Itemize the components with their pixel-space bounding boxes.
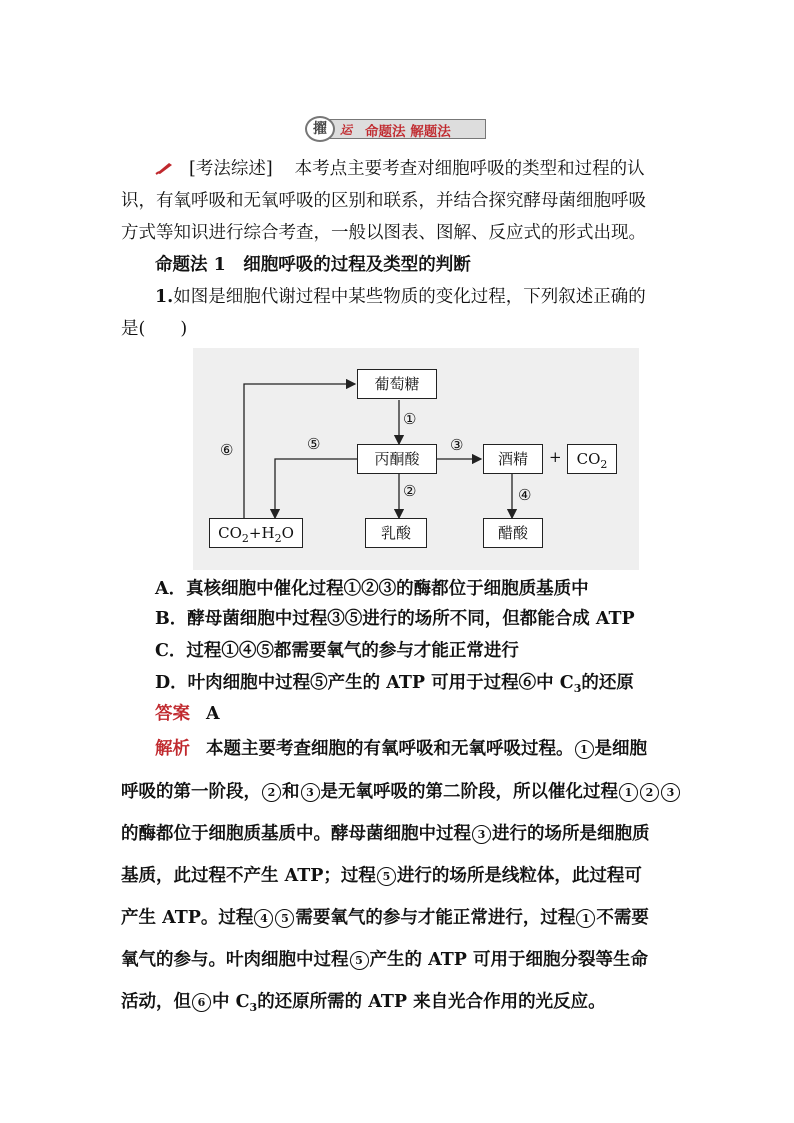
option-d-sub: 3 <box>573 682 582 695</box>
banner-seal-icon: 擢 <box>305 116 335 142</box>
analysis-text-11: 需要氧气的参与才能正常进行，过程 <box>295 908 576 928</box>
option-d-text-a: D．叶肉细胞中过程⑤产生的 ATP 可用于过程⑥中 C <box>155 673 574 693</box>
analysis-text-9: 进行的场所是线粒体，此过程可 <box>396 866 642 886</box>
answer-line <box>155 699 220 731</box>
analysis-text-3: 呼吸的第一阶段， <box>121 782 261 802</box>
answer-value: A <box>206 704 220 724</box>
pen-icon <box>155 161 175 175</box>
question-line-1 <box>155 282 646 314</box>
analysis-text-15: 活动，但 <box>121 992 191 1012</box>
circled-3: 3 <box>472 825 491 844</box>
analysis-text-17: 的还原所需的 ATP 来自光合作用的光反应。 <box>257 992 606 1012</box>
method-title: 命题法 1 细胞呼吸的过程及类型的判断 <box>155 255 471 275</box>
glucose-box: 葡萄糖 <box>357 369 437 399</box>
analysis-line-5 <box>121 903 649 935</box>
overview-label: [考法综述] <box>189 159 273 179</box>
analysis-text-10: 产生 ATP。过程 <box>121 908 254 928</box>
overview-text-1: 本考点主要考查对细胞呼吸的类型和过程的认 <box>294 159 645 179</box>
analysis-label: 解析 <box>155 739 190 759</box>
analysis-line-7 <box>121 987 606 1024</box>
co2-h2o-box <box>209 518 303 548</box>
co2-sub: 2 <box>600 458 608 471</box>
analysis-line-2 <box>121 777 681 809</box>
co2h2o-sub-1: 2 <box>241 532 249 545</box>
analysis-text-6: 的酶都位于细胞质基质中。酵母菌细胞中过程 <box>121 824 471 844</box>
question-line-2: 是( ) <box>121 319 188 339</box>
circled-5: 5 <box>350 951 369 970</box>
step-1-label: ① <box>403 410 417 428</box>
co2h2o-part-b: +H <box>248 524 275 542</box>
circled-1: 1 <box>575 740 594 759</box>
co2h2o-sub-2: 2 <box>274 532 282 545</box>
analysis-sub-3: 3 <box>249 1001 258 1014</box>
co2h2o-part-c: O <box>281 524 294 542</box>
analysis-text-7: 进行的场所是细胞质 <box>492 824 650 844</box>
section-banner <box>305 116 486 142</box>
analysis-text-8: 基质，此过程不产生 ATP；过程 <box>121 866 376 886</box>
co2-text: CO <box>576 450 601 468</box>
step-2-label: ② <box>403 482 417 500</box>
acetic-acid-box: 醋酸 <box>483 518 543 548</box>
option-a: A．真核细胞中催化过程①②③的酶都位于细胞质基质中 <box>155 579 589 599</box>
analysis-text-13: 氧气的参与。叶肉细胞中过程 <box>121 950 349 970</box>
step-5-label: ⑤ <box>307 435 321 453</box>
circled-6: 6 <box>192 993 211 1012</box>
analysis-text-16: 中 C <box>212 992 250 1012</box>
co2-box <box>567 444 617 474</box>
circled-4: 4 <box>254 909 273 928</box>
answer-label: 答案 <box>155 704 190 724</box>
overview-line-2: 识，有氧呼吸和无氧呼吸的区别和联系，并结合探究酵母菌细胞呼吸 <box>121 191 646 211</box>
metabolism-diagram <box>193 348 639 570</box>
analysis-line-1 <box>155 734 647 766</box>
analysis-line-3 <box>121 819 650 851</box>
circled-3: 3 <box>661 783 680 802</box>
analysis-text-5: 是无氧呼吸的第二阶段，所以催化过程 <box>320 782 618 802</box>
analysis-text-2: 是细胞 <box>594 739 647 759</box>
circled-2: 2 <box>640 783 659 802</box>
option-c: C．过程①④⑤都需要氧气的参与才能正常进行 <box>155 641 519 661</box>
circled-2: 2 <box>262 783 281 802</box>
option-d-text-b: 的还原 <box>581 673 634 693</box>
alcohol-box: 酒精 <box>483 444 543 474</box>
analysis-text-12: 不需要 <box>596 908 649 928</box>
overview-line-1 <box>155 154 645 186</box>
banner-title: 命题法 解题法 <box>365 124 451 140</box>
banner-small-text: 运 <box>340 123 353 137</box>
step-3-label: ③ <box>450 436 464 454</box>
step-6-label: ⑥ <box>220 441 234 459</box>
overview-line-3: 方式等知识进行综合考查，一般以图表、图解、反应式的形式出现。 <box>121 223 646 243</box>
circled-1: 1 <box>576 909 595 928</box>
circled-5: 5 <box>275 909 294 928</box>
circled-1: 1 <box>619 783 638 802</box>
analysis-line-6 <box>121 945 648 977</box>
step-4-label: ④ <box>518 486 532 504</box>
question-text-1: 如图是细胞代谢过程中某些物质的变化过程，下列叙述正确的 <box>173 287 646 307</box>
analysis-text-1: 本题主要考查细胞的有氧呼吸和无氧呼吸过程。 <box>206 739 574 759</box>
pyruvate-box: 丙酮酸 <box>357 444 437 474</box>
plus-sign: + <box>549 448 562 466</box>
question-number: 1. <box>155 287 174 307</box>
analysis-text-14: 产生的 ATP 可用于细胞分裂等生命 <box>369 950 648 970</box>
co2h2o-part-a: CO <box>218 524 242 542</box>
analysis-text-4: 和 <box>282 782 300 802</box>
analysis-line-4 <box>121 861 642 893</box>
option-d <box>155 668 634 705</box>
lactic-acid-box: 乳酸 <box>365 518 427 548</box>
option-b: B．酵母菌细胞中过程③⑤进行的场所不同，但都能合成 ATP <box>155 609 635 629</box>
circled-3: 3 <box>301 783 320 802</box>
circled-5: 5 <box>377 867 396 886</box>
